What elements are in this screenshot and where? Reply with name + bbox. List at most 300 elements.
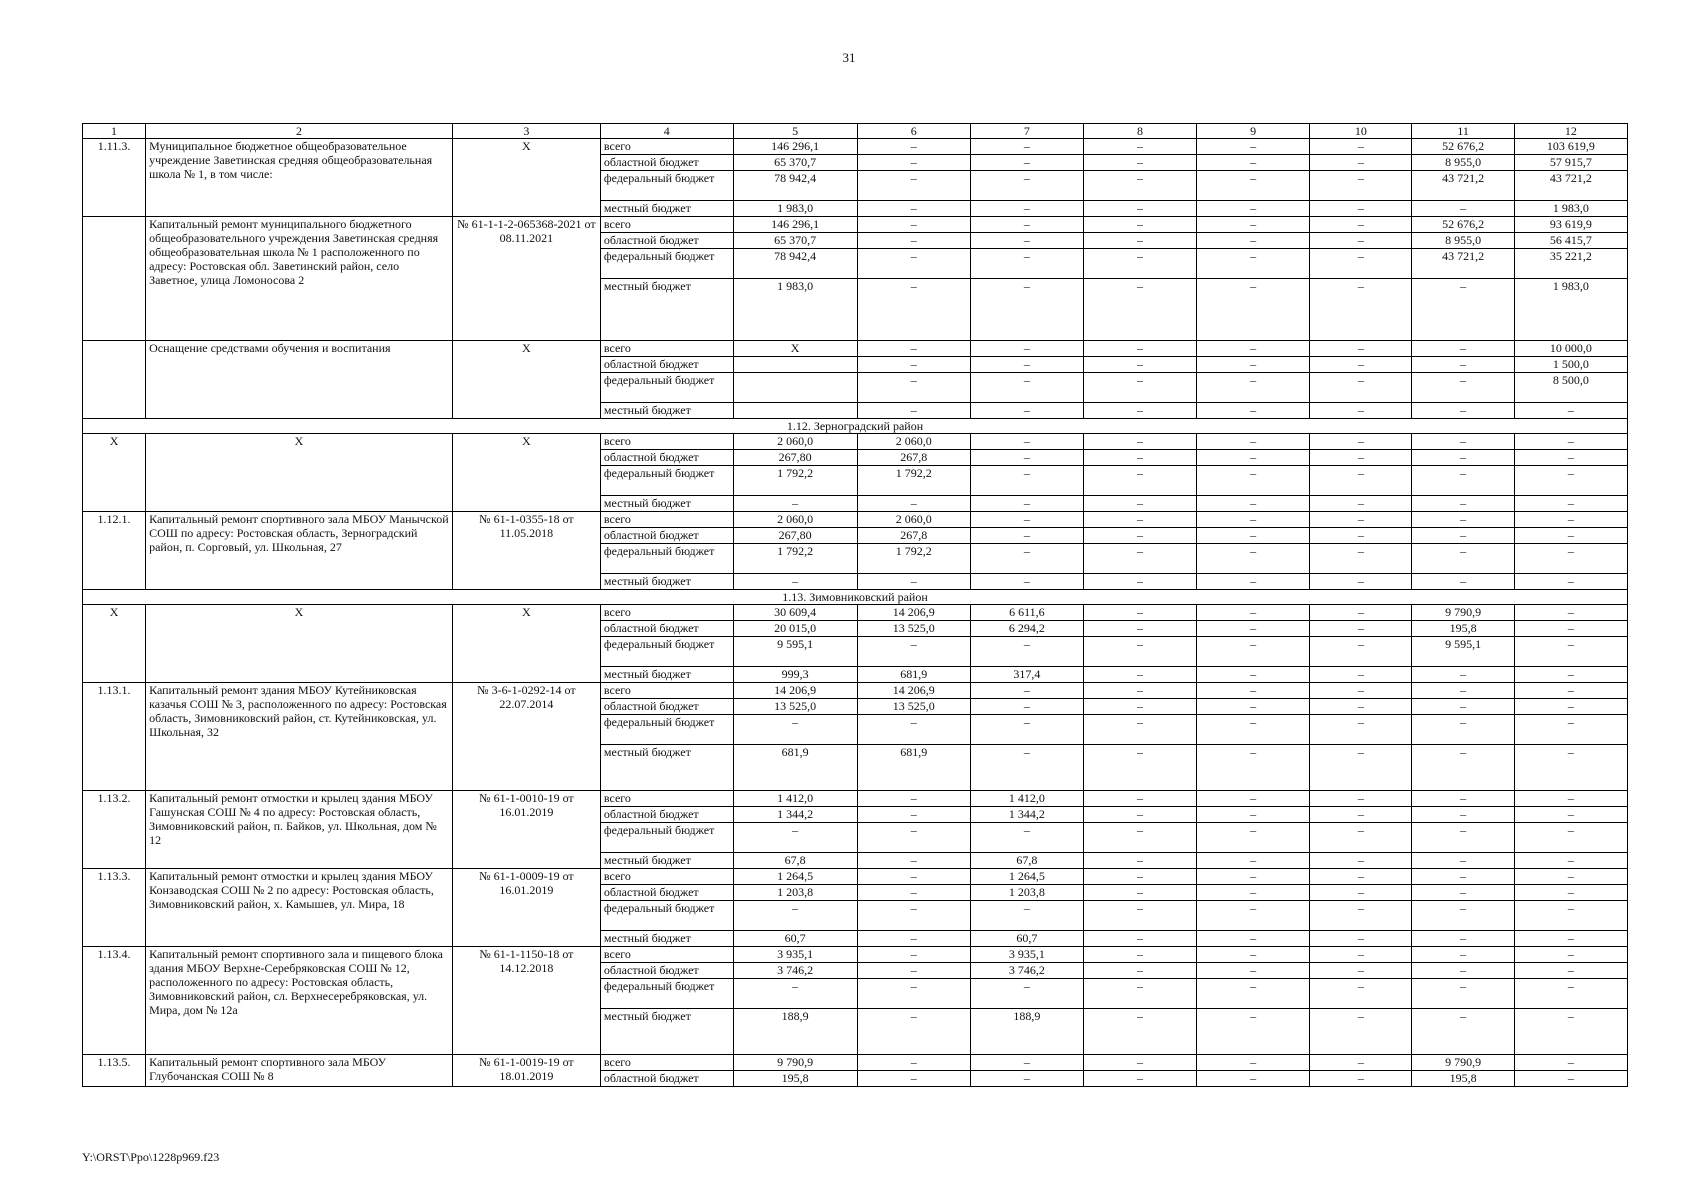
funding-source-label: областной бюджет <box>600 1071 733 1087</box>
value-cell: – <box>1412 885 1514 901</box>
value-cell: – <box>857 1071 970 1087</box>
value-cell: – <box>1197 715 1310 745</box>
value-cell: – <box>1197 171 1310 201</box>
value-cell: Х <box>733 341 857 357</box>
value-cell: 60,7 <box>970 931 1083 947</box>
value-cell: – <box>857 807 970 823</box>
value-cell: 188,9 <box>970 1009 1083 1055</box>
value-cell: 56 415,7 <box>1514 233 1627 249</box>
funding-source-label: федеральный бюджет <box>600 544 733 574</box>
value-cell: – <box>1310 574 1412 590</box>
value-cell: – <box>1514 605 1627 621</box>
value-cell: – <box>1083 201 1196 217</box>
value-cell: – <box>857 373 970 403</box>
value-cell: – <box>1412 512 1514 528</box>
value-cell: – <box>1412 979 1514 1009</box>
value-cell: – <box>857 171 970 201</box>
value-cell: – <box>1197 931 1310 947</box>
table-row <box>83 605 1628 621</box>
value-cell: 9 790,9 <box>733 1055 857 1071</box>
value-cell: – <box>1514 823 1627 853</box>
value-cell: – <box>1310 249 1412 279</box>
value-cell: 1 203,8 <box>733 885 857 901</box>
item-document: № 61-1-0009-19 от 16.01.2019 <box>452 869 600 947</box>
value-cell: – <box>1197 853 1310 869</box>
value-cell: – <box>1412 1009 1514 1055</box>
value-cell: – <box>1412 496 1514 512</box>
value-cell: – <box>1197 979 1310 1009</box>
value-cell: – <box>1514 574 1627 590</box>
value-cell: 57 915,7 <box>1514 155 1627 171</box>
value-cell: – <box>1412 745 1514 791</box>
value-cell: – <box>1310 979 1412 1009</box>
item-name: Капитальный ремонт отмостки и крылец здания МБОУ Гашунская СОШ № 4 по адресу: Ростовская область, Зимовниковский район, п. Байков, ул. Школьная, дом № 12 <box>146 791 453 869</box>
value-cell: – <box>1310 155 1412 171</box>
funding-source-label: всего <box>600 869 733 885</box>
value-cell: – <box>1310 496 1412 512</box>
value-cell: – <box>1197 544 1310 574</box>
item-number: 1.11.3. <box>83 139 146 217</box>
value-cell: – <box>1412 450 1514 466</box>
value-cell: – <box>857 979 970 1009</box>
value-cell: 2 060,0 <box>857 434 970 450</box>
table-row <box>83 869 1628 885</box>
value-cell: – <box>1310 605 1412 621</box>
value-cell: – <box>970 699 1083 715</box>
section-title: 1.13. Зимовниковский район <box>83 590 1628 605</box>
section-title: 1.12. Зерноградский район <box>83 419 1628 434</box>
item-number: Х <box>83 605 146 683</box>
value-cell: – <box>1197 279 1310 341</box>
value-cell: 35 221,2 <box>1514 249 1627 279</box>
funding-source-label: местный бюджет <box>600 931 733 947</box>
item-document: Х <box>452 605 600 683</box>
value-cell: – <box>1310 853 1412 869</box>
page-number: 31 <box>842 50 856 65</box>
value-cell: – <box>1083 637 1196 667</box>
value-cell: – <box>1197 434 1310 450</box>
value-cell: – <box>733 715 857 745</box>
value-cell: – <box>1083 249 1196 279</box>
value-cell: 1 264,5 <box>970 869 1083 885</box>
item-number <box>83 341 146 419</box>
value-cell: – <box>1197 466 1310 496</box>
value-cell: – <box>1083 807 1196 823</box>
value-cell: – <box>1514 699 1627 715</box>
value-cell: 43 721,2 <box>1412 171 1514 201</box>
value-cell: – <box>1412 528 1514 544</box>
value-cell: 1 344,2 <box>733 807 857 823</box>
value-cell: – <box>1083 403 1196 419</box>
value-cell: – <box>970 574 1083 590</box>
value-cell: – <box>1197 574 1310 590</box>
table-row <box>83 341 1628 357</box>
value-cell: – <box>1197 217 1310 233</box>
value-cell: – <box>857 823 970 853</box>
value-cell: – <box>970 544 1083 574</box>
value-cell: – <box>1412 699 1514 715</box>
value-cell: – <box>857 249 970 279</box>
value-cell: – <box>1514 434 1627 450</box>
value-cell: 3 746,2 <box>970 963 1083 979</box>
value-cell: – <box>1197 496 1310 512</box>
funding-source-label: всего <box>600 791 733 807</box>
table-row <box>83 512 1628 528</box>
value-cell: 65 370,7 <box>733 233 857 249</box>
value-cell: – <box>1514 403 1627 419</box>
value-cell: – <box>1514 947 1627 963</box>
value-cell: – <box>1310 373 1412 403</box>
value-cell: – <box>1514 512 1627 528</box>
value-cell: 267,80 <box>733 528 857 544</box>
value-cell: – <box>1083 963 1196 979</box>
item-name: Капитальный ремонт спортивного зала и пищевого блока здания МБОУ Верхне-Серебряковская СОШ № 12, расположенного по адресу: Ростовская область, Зимовниковский район, сл. Верхнесеребряковская, ул. Мира, дом № 12а <box>146 947 453 1055</box>
value-cell: 1 792,2 <box>733 466 857 496</box>
value-cell: – <box>857 1009 970 1055</box>
column-header: 2 <box>146 124 453 139</box>
section-row <box>83 419 1628 434</box>
value-cell: 1 792,2 <box>857 544 970 574</box>
value-cell: – <box>1310 807 1412 823</box>
value-cell: – <box>1310 450 1412 466</box>
value-cell: – <box>857 885 970 901</box>
item-document: № 61-1-0355-18 от 11.05.2018 <box>452 512 600 590</box>
item-number: 1.13.4. <box>83 947 146 1055</box>
value-cell: – <box>857 233 970 249</box>
item-name: Х <box>146 434 453 512</box>
value-cell: – <box>1197 699 1310 715</box>
funding-source-label: федеральный бюджет <box>600 373 733 403</box>
value-cell: – <box>1514 901 1627 931</box>
item-number: 1.12.1. <box>83 512 146 590</box>
item-document: Х <box>452 434 600 512</box>
value-cell: – <box>1197 1071 1310 1087</box>
value-cell: – <box>1083 233 1196 249</box>
value-cell <box>733 403 857 419</box>
value-cell: – <box>1310 683 1412 699</box>
value-cell: – <box>1083 434 1196 450</box>
item-document: № 61-1-1150-18 от 14.12.2018 <box>452 947 600 1055</box>
value-cell: – <box>857 357 970 373</box>
value-cell: 1 412,0 <box>733 791 857 807</box>
value-cell: 8 500,0 <box>1514 373 1627 403</box>
value-cell: – <box>1083 979 1196 1009</box>
value-cell: 67,8 <box>733 853 857 869</box>
funding-source-label: федеральный бюджет <box>600 979 733 1009</box>
value-cell: – <box>1083 621 1196 637</box>
value-cell: – <box>970 979 1083 1009</box>
value-cell: – <box>857 139 970 155</box>
value-cell: – <box>1514 869 1627 885</box>
value-cell: 1 412,0 <box>970 791 1083 807</box>
value-cell: – <box>733 496 857 512</box>
value-cell: 13 525,0 <box>857 621 970 637</box>
value-cell: 60,7 <box>733 931 857 947</box>
value-cell: – <box>1197 605 1310 621</box>
value-cell: 30 609,4 <box>733 605 857 621</box>
table-row <box>83 791 1628 807</box>
funding-source-label: областной бюджет <box>600 528 733 544</box>
value-cell: – <box>1310 171 1412 201</box>
funding-source-label: местный бюджет <box>600 1009 733 1055</box>
item-name: Капитальный ремонт муниципального бюджетного общеобразовательного учреждения Заветинская средняя общеобразовательная школа № 1 расположенного по адресу: Ростовская обл. Заветинский район, село Заветное, улица Ломоносова 2 <box>146 217 453 341</box>
value-cell: – <box>1412 667 1514 683</box>
table-row <box>83 947 1628 963</box>
value-cell: 93 619,9 <box>1514 217 1627 233</box>
value-cell: 1 983,0 <box>1514 279 1627 341</box>
value-cell: – <box>1197 139 1310 155</box>
value-cell: – <box>1197 901 1310 931</box>
value-cell: – <box>1197 947 1310 963</box>
value-cell: – <box>1514 885 1627 901</box>
value-cell: – <box>1514 791 1627 807</box>
funding-source-label: местный бюджет <box>600 201 733 217</box>
value-cell: – <box>1412 373 1514 403</box>
value-cell: – <box>1197 373 1310 403</box>
item-document: № 61-1-0019-19 от 18.01.2019 <box>452 1055 600 1087</box>
column-header: 5 <box>733 124 857 139</box>
column-header: 8 <box>1083 124 1196 139</box>
value-cell: 1 203,8 <box>970 885 1083 901</box>
section-row <box>83 590 1628 605</box>
value-cell: 267,80 <box>733 450 857 466</box>
funding-source-label: всего <box>600 341 733 357</box>
value-cell: – <box>1514 667 1627 683</box>
value-cell: 78 942,4 <box>733 171 857 201</box>
value-cell: 1 792,2 <box>733 544 857 574</box>
value-cell: – <box>1310 667 1412 683</box>
funding-source-label: федеральный бюджет <box>600 901 733 931</box>
value-cell: 195,8 <box>1412 1071 1514 1087</box>
value-cell: – <box>857 869 970 885</box>
value-cell: 188,9 <box>733 1009 857 1055</box>
value-cell: – <box>1197 528 1310 544</box>
funding-source-label: местный бюджет <box>600 403 733 419</box>
value-cell: – <box>857 1055 970 1071</box>
value-cell: – <box>1197 885 1310 901</box>
value-cell: – <box>1310 885 1412 901</box>
value-cell: – <box>1412 823 1514 853</box>
value-cell: 9 595,1 <box>733 637 857 667</box>
item-number: Х <box>83 434 146 512</box>
funding-source-label: областной бюджет <box>600 450 733 466</box>
value-cell: 10 000,0 <box>1514 341 1627 357</box>
value-cell: – <box>1514 931 1627 947</box>
table-row <box>83 683 1628 699</box>
value-cell: – <box>1514 450 1627 466</box>
value-cell: – <box>1083 217 1196 233</box>
value-cell: – <box>1083 544 1196 574</box>
value-cell: – <box>1412 403 1514 419</box>
value-cell: – <box>970 745 1083 791</box>
value-cell: – <box>1197 823 1310 853</box>
value-cell: – <box>1310 869 1412 885</box>
column-header: 1 <box>83 124 146 139</box>
value-cell: – <box>1083 605 1196 621</box>
value-cell: – <box>1083 341 1196 357</box>
value-cell: 681,9 <box>857 745 970 791</box>
value-cell: – <box>1197 201 1310 217</box>
value-cell: – <box>1412 963 1514 979</box>
funding-source-label: областной бюджет <box>600 699 733 715</box>
value-cell: 681,9 <box>857 667 970 683</box>
value-cell: – <box>1197 869 1310 885</box>
value-cell: – <box>1412 341 1514 357</box>
value-cell: – <box>1310 901 1412 931</box>
value-cell: 20 015,0 <box>733 621 857 637</box>
table-body <box>83 124 1628 1087</box>
budget-table-container <box>82 123 1628 1087</box>
value-cell: – <box>1412 279 1514 341</box>
value-cell: 2 060,0 <box>857 512 970 528</box>
value-cell <box>733 373 857 403</box>
value-cell: – <box>1083 1055 1196 1071</box>
value-cell: – <box>1197 249 1310 279</box>
value-cell: – <box>857 637 970 667</box>
value-cell: – <box>1197 791 1310 807</box>
value-cell: – <box>1412 434 1514 450</box>
value-cell: 52 676,2 <box>1412 217 1514 233</box>
value-cell: – <box>1412 201 1514 217</box>
table-row <box>83 1055 1628 1071</box>
value-cell: 1 344,2 <box>970 807 1083 823</box>
value-cell: – <box>1514 496 1627 512</box>
value-cell: 13 525,0 <box>733 699 857 715</box>
value-cell <box>733 357 857 373</box>
value-cell: – <box>1412 931 1514 947</box>
item-document: Х <box>452 139 600 217</box>
value-cell: – <box>1197 403 1310 419</box>
value-cell: – <box>857 155 970 171</box>
value-cell: – <box>1514 853 1627 869</box>
value-cell: – <box>970 139 1083 155</box>
value-cell: – <box>1197 745 1310 791</box>
value-cell: – <box>1083 869 1196 885</box>
value-cell: 2 060,0 <box>733 434 857 450</box>
value-cell: – <box>970 466 1083 496</box>
value-cell: – <box>1197 963 1310 979</box>
value-cell: – <box>970 201 1083 217</box>
funding-source-label: федеральный бюджет <box>600 637 733 667</box>
value-cell: 999,3 <box>733 667 857 683</box>
value-cell: – <box>1514 807 1627 823</box>
value-cell: – <box>857 574 970 590</box>
value-cell: – <box>1083 171 1196 201</box>
value-cell: – <box>1083 373 1196 403</box>
value-cell: – <box>1310 201 1412 217</box>
column-header: 6 <box>857 124 970 139</box>
value-cell: – <box>970 373 1083 403</box>
value-cell: – <box>1083 715 1196 745</box>
value-cell: – <box>1310 528 1412 544</box>
value-cell: – <box>970 249 1083 279</box>
value-cell: – <box>970 715 1083 745</box>
funding-source-label: областной бюджет <box>600 807 733 823</box>
value-cell: – <box>1197 1009 1310 1055</box>
value-cell: 195,8 <box>733 1071 857 1087</box>
value-cell: – <box>1083 683 1196 699</box>
value-cell: 9 790,9 <box>1412 605 1514 621</box>
item-name: Капитальный ремонт отмостки и крылец здания МБОУ Конзаводская СОШ № 2 по адресу: Ростовская область, Зимовниковский район, х. Камышев, ул. Мира, 18 <box>146 869 453 947</box>
value-cell: – <box>857 963 970 979</box>
value-cell: 6 294,2 <box>970 621 1083 637</box>
item-name: Капитальный ремонт спортивного зала МБОУ Глубочанская СОШ № 8 <box>146 1055 453 1087</box>
funding-source-label: местный бюджет <box>600 667 733 683</box>
value-cell: – <box>1083 823 1196 853</box>
value-cell: – <box>857 853 970 869</box>
value-cell: 6 611,6 <box>970 605 1083 621</box>
value-cell: – <box>1412 901 1514 931</box>
value-cell: – <box>1514 466 1627 496</box>
funding-source-label: местный бюджет <box>600 574 733 590</box>
value-cell: – <box>970 403 1083 419</box>
funding-source-label: всего <box>600 139 733 155</box>
value-cell: – <box>1197 621 1310 637</box>
funding-source-label: всего <box>600 434 733 450</box>
value-cell: – <box>733 901 857 931</box>
value-cell: – <box>970 279 1083 341</box>
value-cell: – <box>970 901 1083 931</box>
value-cell: – <box>970 637 1083 667</box>
value-cell: – <box>1514 1055 1627 1071</box>
value-cell: – <box>1310 233 1412 249</box>
value-cell: 13 525,0 <box>857 699 970 715</box>
value-cell: – <box>1412 807 1514 823</box>
value-cell: – <box>1083 667 1196 683</box>
item-name: Капитальный ремонт спортивного зала МБОУ Манычской СОШ по адресу: Ростовская область, Зерноградский район, п. Сорговый, ул. Школьная, 27 <box>146 512 453 590</box>
item-document: № 61-1-0010-19 от 16.01.2019 <box>452 791 600 869</box>
value-cell: – <box>1083 357 1196 373</box>
value-cell: – <box>1083 1071 1196 1087</box>
value-cell: – <box>857 947 970 963</box>
value-cell: – <box>1310 931 1412 947</box>
value-cell: – <box>1310 434 1412 450</box>
value-cell: – <box>1412 715 1514 745</box>
column-header: 3 <box>452 124 600 139</box>
value-cell: – <box>1310 745 1412 791</box>
value-cell: – <box>970 512 1083 528</box>
value-cell: – <box>1083 528 1196 544</box>
value-cell: 1 983,0 <box>733 279 857 341</box>
value-cell: – <box>1197 357 1310 373</box>
funding-source-label: всего <box>600 217 733 233</box>
value-cell: 43 721,2 <box>1514 171 1627 201</box>
value-cell: – <box>1310 715 1412 745</box>
funding-source-label: областной бюджет <box>600 963 733 979</box>
value-cell: 9 790,9 <box>1412 1055 1514 1071</box>
value-cell: – <box>1514 715 1627 745</box>
value-cell: – <box>970 683 1083 699</box>
value-cell: 267,8 <box>857 528 970 544</box>
value-cell: – <box>1310 621 1412 637</box>
funding-source-label: федеральный бюджет <box>600 823 733 853</box>
column-header: 10 <box>1310 124 1412 139</box>
funding-source-label: федеральный бюджет <box>600 466 733 496</box>
value-cell: – <box>1083 745 1196 791</box>
value-cell: – <box>857 217 970 233</box>
value-cell: – <box>1310 637 1412 667</box>
funding-source-label: местный бюджет <box>600 279 733 341</box>
item-number: 1.13.1. <box>83 683 146 791</box>
value-cell: – <box>1514 544 1627 574</box>
value-cell: 78 942,4 <box>733 249 857 279</box>
item-name: Оснащение средствами обучения и воспитания <box>146 341 453 419</box>
item-name: Х <box>146 605 453 683</box>
value-cell: – <box>1514 1071 1627 1087</box>
value-cell: – <box>1083 699 1196 715</box>
value-cell: – <box>970 450 1083 466</box>
value-cell: – <box>970 496 1083 512</box>
